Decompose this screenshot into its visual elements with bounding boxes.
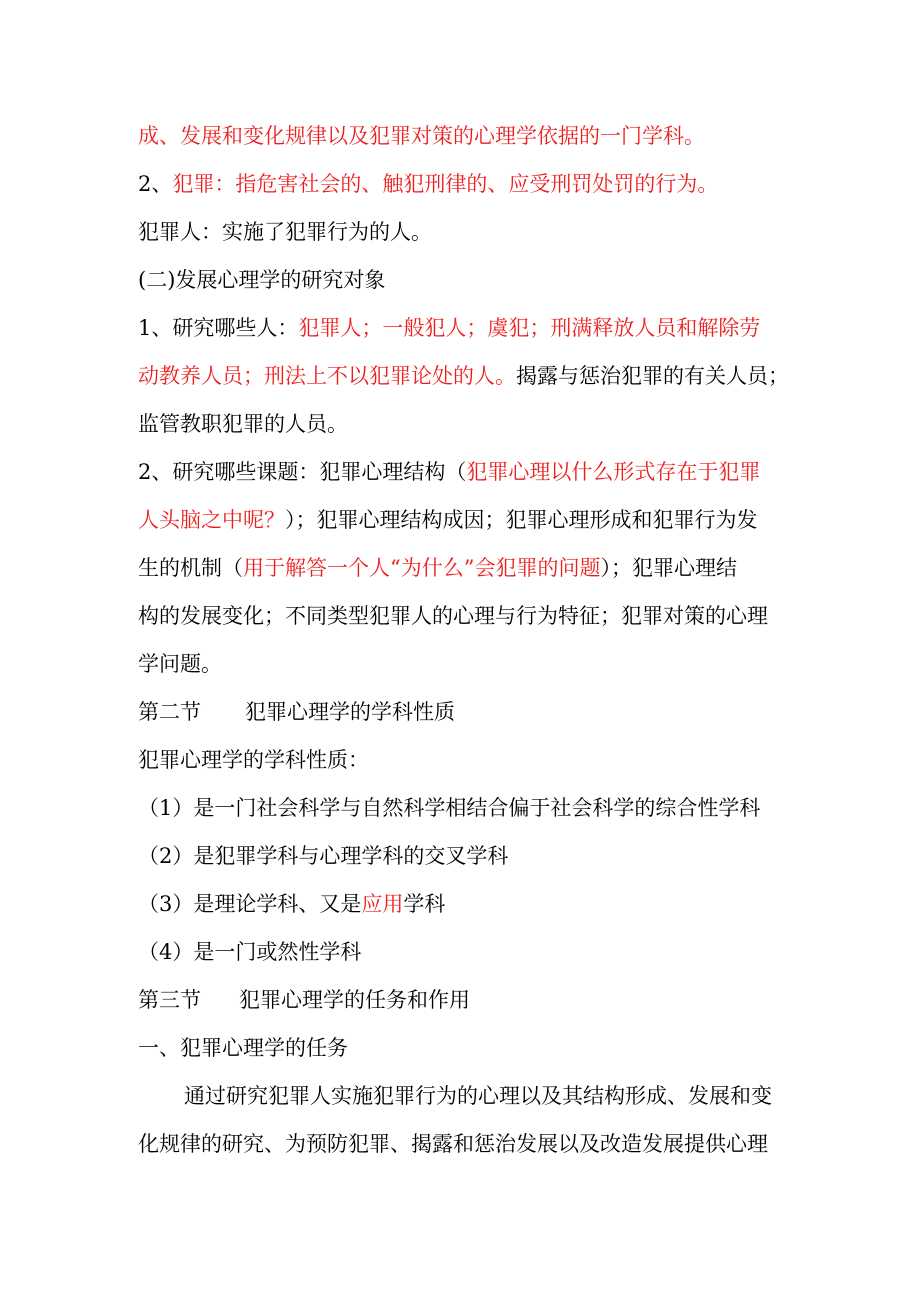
text-segment: 监管教职犯罪的人员。 [138,412,348,436]
section-title: 犯罪心理学的学科性质 [245,700,455,724]
paragraph-line [138,496,788,544]
paragraph-line [138,448,788,496]
section-title: 犯罪心理学的任务和作用 [239,988,470,1012]
text-segment: 揭露与惩治犯罪的有关人员； [516,364,789,388]
subsection-heading [138,1024,788,1072]
section-number: 第二节 [138,700,201,724]
section-heading [138,688,788,736]
list-item [138,928,788,976]
text-segment: 构的发展变化；不同类型犯罪人的心理与行为特征；犯罪对策的心理 [138,604,768,628]
list-item [138,784,788,832]
text-segment: （2）是犯罪学科与心理学科的交叉学科 [138,844,509,868]
text-segment: 学问题。 [138,652,222,676]
highlighted-text: 犯罪心理以什么形式存在于犯罪 [466,460,761,484]
text-segment: 学科 [403,892,446,916]
text-segment: 化规律的研究、为预防犯罪、揭露和惩治发展以及改造发展提供心理 [138,1132,768,1156]
section-heading [138,976,788,1024]
text-segment: （1）是一门社会科学与自然科学相结合偏于社会科学的综合性学科 [138,796,761,820]
paragraph-line [138,112,788,160]
highlighted-text: 应用 [361,892,404,916]
paragraph-line [138,352,788,400]
list-item [138,880,788,928]
text-segment: 通过研究犯罪人实施犯罪行为的心理以及其结构形成、发展和变 [184,1084,772,1108]
text-segment: 犯罪人：实施了犯罪行为的人。 [138,220,432,244]
subsection-heading [138,256,788,304]
paragraph-line [138,640,788,688]
highlighted-text: 动教养人员；刑法上不以犯罪论处的人。 [138,364,516,388]
highlighted-text: 犯罪人；一般犯人；虞犯；刑满释放人员和解除劳 [298,316,761,340]
text-segment: （3）是理论学科、又是 [138,892,362,916]
highlighted-text: 用于解答一个人“为什么”会犯罪的问题 [243,556,601,580]
text-segment: 1、研究哪些人： [138,316,299,340]
paragraph-line [138,736,788,784]
text-segment: 犯罪心理学的学科性质： [138,748,369,772]
text-segment: (二)发展心理学的研究对象 [138,268,386,292]
paragraph-line [138,592,788,640]
paragraph-line [138,400,788,448]
paragraph-line [138,1072,788,1120]
text-segment: （4）是一门或然性学科 [138,940,362,964]
highlighted-text: 成、发展和变化规律以及犯罪对策的心理学依据的一门学科。 [138,124,705,148]
text-segment: 2、 [138,172,173,196]
text-segment: ）；犯罪心理结构成因；犯罪心理形成和犯罪行为发 [285,508,758,532]
section-number: 第三节 [138,988,201,1012]
text-segment: 一、犯罪心理学的任务 [138,1036,348,1060]
text-segment: ）；犯罪心理结 [600,556,737,580]
paragraph-line [138,160,788,208]
text-segment: 生的机制（ [138,556,243,580]
list-item [138,832,788,880]
paragraph-line [138,1120,788,1168]
paragraph-line [138,304,788,352]
highlighted-text: 犯罪：指危害社会的、触犯刑律的、应受刑罚处罚的行为。 [172,172,719,196]
paragraph-line [138,208,788,256]
text-segment: 2、研究哪些课题：犯罪心理结构（ [138,460,467,484]
paragraph-line [138,544,788,592]
highlighted-text: 人头脑之中呢？ [138,508,285,532]
document-page [138,112,788,1168]
